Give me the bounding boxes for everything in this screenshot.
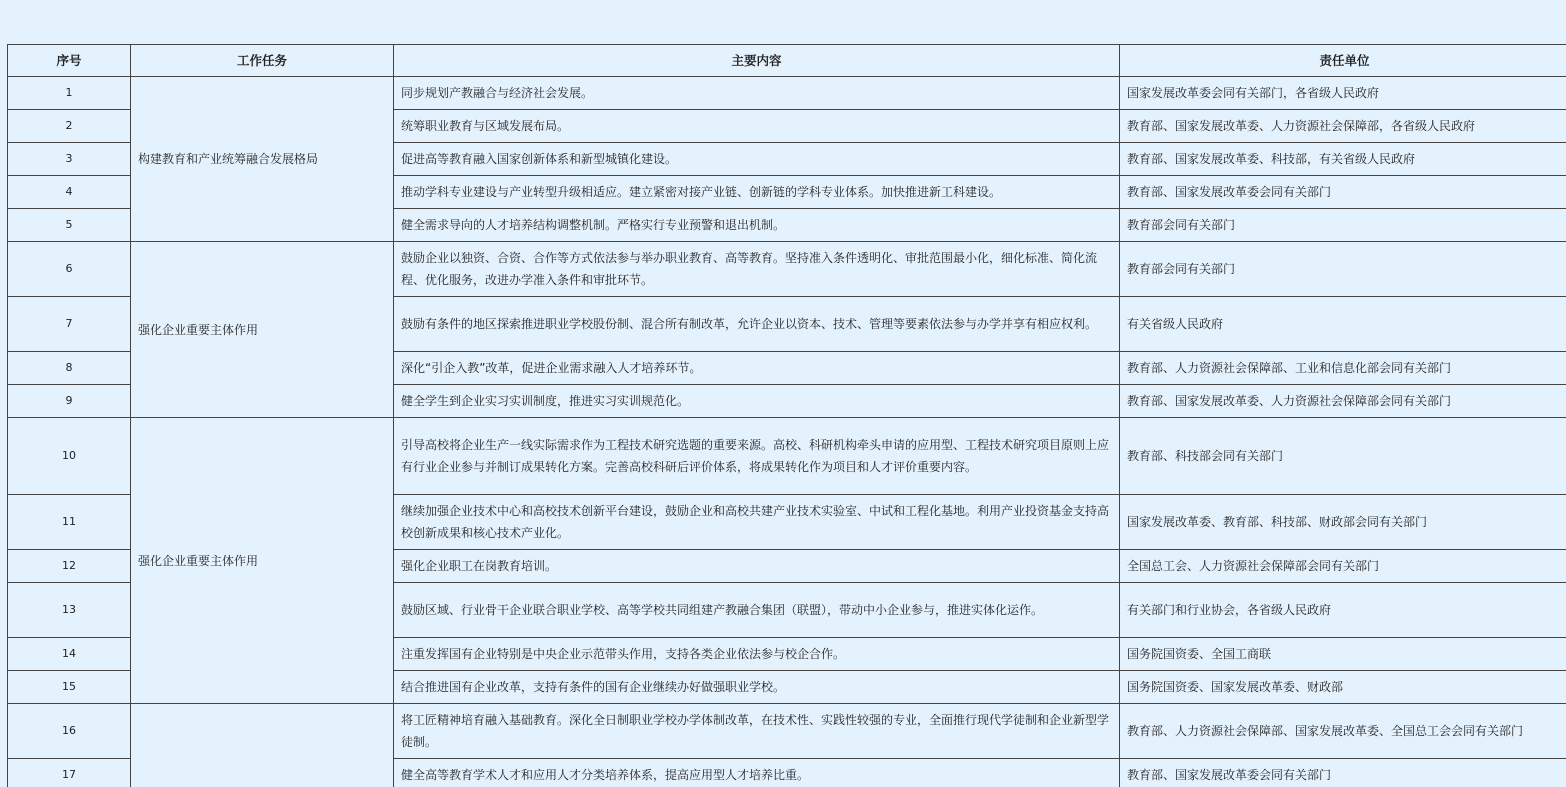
- table-row: [8, 242, 1566, 297]
- row-number: 8: [8, 352, 131, 385]
- work-task: 构建教育和产业统筹融合发展格局: [131, 77, 394, 242]
- main-content: 鼓励有条件的地区探索推进职业学校股份制、混合所有制改革，允许企业以资本、技术、管理等要素依法参与办学并享有相应权利。: [394, 297, 1120, 352]
- main-content: 同步规划产教融合与经济社会发展。: [394, 77, 1120, 110]
- row-number: 14: [8, 638, 131, 671]
- responsible-unit: 教育部、科技部会同有关部门: [1120, 418, 1566, 495]
- work-task: 强化企业重要主体作用: [131, 242, 394, 418]
- main-content: 统筹职业教育与区域发展布局。: [394, 110, 1120, 143]
- main-content: 继续加强企业技术中心和高校技术创新平台建设，鼓励企业和高校共建产业技术实验室、中试和工程化基地。利用产业投资基金支持高校创新成果和核心技术产业化。: [394, 495, 1120, 550]
- responsible-unit: 国务院国资委、国家发展改革委、财政部: [1120, 671, 1566, 704]
- main-content: 鼓励区域、行业骨干企业联合职业学校、高等学校共同组建产教融合集团（联盟），带动中小企业参与，推进实体化运作。: [394, 583, 1120, 638]
- responsible-unit: 教育部、国家发展改革委、人力资源社会保障部，各省级人民政府: [1120, 110, 1566, 143]
- main-content: 健全学生到企业实习实训制度，推进实习实训规范化。: [394, 385, 1120, 418]
- row-number: 7: [8, 297, 131, 352]
- responsible-unit: 教育部、国家发展改革委、人力资源社会保障部会同有关部门: [1120, 385, 1566, 418]
- main-content: 注重发挥国有企业特别是中央企业示范带头作用，支持各类企业依法参与校企合作。: [394, 638, 1120, 671]
- row-number: 1: [8, 77, 131, 110]
- main-content: 引导高校将企业生产一线实际需求作为工程技术研究选题的重要来源。高校、科研机构牵头申请的应用型、工程技术研究项目原则上应有行业企业参与并制订成果转化方案。完善高校科研后评价体系，将成果转化作为项目和人才评价重要内容。: [394, 418, 1120, 495]
- row-number: 6: [8, 242, 131, 297]
- main-content: 健全需求导向的人才培养结构调整机制。严格实行专业预警和退出机制。: [394, 209, 1120, 242]
- row-number: 3: [8, 143, 131, 176]
- table-row: [8, 77, 1566, 110]
- responsible-unit: 教育部、人力资源社会保障部、工业和信息化部会同有关部门: [1120, 352, 1566, 385]
- task-table: [7, 44, 1566, 787]
- row-number: 2: [8, 110, 131, 143]
- row-number: 11: [8, 495, 131, 550]
- main-content: 强化企业职工在岗教育培训。: [394, 550, 1120, 583]
- row-number: 12: [8, 550, 131, 583]
- responsible-unit: 教育部、人力资源社会保障部、国家发展改革委、全国总工会会同有关部门: [1120, 704, 1566, 759]
- header-seq: 序号: [8, 45, 131, 77]
- responsible-unit: 教育部、国家发展改革委会同有关部门: [1120, 176, 1566, 209]
- main-content: 结合推进国有企业改革，支持有条件的国有企业继续办好做强职业学校。: [394, 671, 1120, 704]
- responsible-unit: 教育部会同有关部门: [1120, 209, 1566, 242]
- work-task: [131, 704, 394, 787]
- main-content: 促进高等教育融入国家创新体系和新型城镇化建设。: [394, 143, 1120, 176]
- row-number: 4: [8, 176, 131, 209]
- table-row: [8, 704, 1566, 759]
- responsible-unit: 有关省级人民政府: [1120, 297, 1566, 352]
- row-number: 10: [8, 418, 131, 495]
- header-unit: 责任单位: [1120, 45, 1566, 77]
- responsible-unit: 教育部、国家发展改革委会同有关部门: [1120, 759, 1566, 787]
- row-number: 5: [8, 209, 131, 242]
- row-number: 16: [8, 704, 131, 759]
- row-number: 17: [8, 759, 131, 787]
- responsible-unit: 国家发展改革委会同有关部门，各省级人民政府: [1120, 77, 1566, 110]
- responsible-unit: 有关部门和行业协会，各省级人民政府: [1120, 583, 1566, 638]
- table-row: [8, 418, 1566, 495]
- responsible-unit: 全国总工会、人力资源社会保障部会同有关部门: [1120, 550, 1566, 583]
- row-number: 13: [8, 583, 131, 638]
- header-task: 工作任务: [131, 45, 394, 77]
- responsible-unit: 国家发展改革委、教育部、科技部、财政部会同有关部门: [1120, 495, 1566, 550]
- header-content: 主要内容: [394, 45, 1120, 77]
- table-header-row: [8, 45, 1566, 77]
- row-number: 9: [8, 385, 131, 418]
- main-content: 健全高等教育学术人才和应用人才分类培养体系，提高应用型人才培养比重。: [394, 759, 1120, 787]
- main-content: 将工匠精神培育融入基础教育。深化全日制职业学校办学体制改革，在技术性、实践性较强的专业，全面推行现代学徒制和企业新型学徒制。: [394, 704, 1120, 759]
- main-content: 深化“引企入教”改革，促进企业需求融入人才培养环节。: [394, 352, 1120, 385]
- responsible-unit: 教育部会同有关部门: [1120, 242, 1566, 297]
- responsible-unit: 国务院国资委、全国工商联: [1120, 638, 1566, 671]
- main-content: 推动学科专业建设与产业转型升级相适应。建立紧密对接产业链、创新链的学科专业体系。加快推进新工科建设。: [394, 176, 1120, 209]
- main-content: 鼓励企业以独资、合资、合作等方式依法参与举办职业教育、高等教育。坚持准入条件透明化、审批范围最小化，细化标准、简化流程、优化服务，改进办学准入条件和审批环节。: [394, 242, 1120, 297]
- responsible-unit: 教育部、国家发展改革委、科技部，有关省级人民政府: [1120, 143, 1566, 176]
- row-number: 15: [8, 671, 131, 704]
- work-task: 强化企业重要主体作用: [131, 418, 394, 704]
